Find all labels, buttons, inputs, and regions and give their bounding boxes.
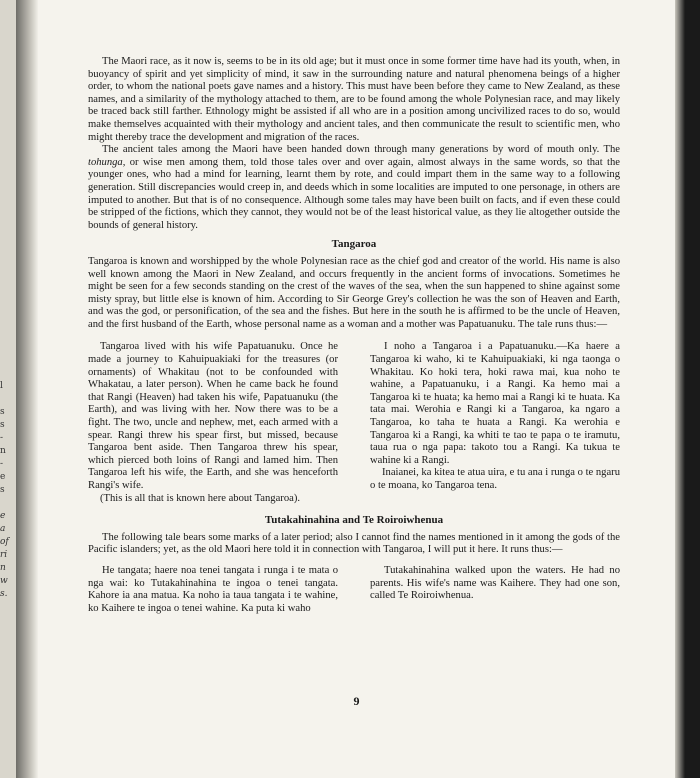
fragment: a (0, 524, 6, 534)
fragment: w (0, 576, 8, 586)
maori-column (370, 341, 620, 505)
maori-tale-2: He tangata; haere noa tenei tangata i runga i te mata o nga wai: ko Tutakahinahina te ingoa o tenei tangata. Kahore ia ana matua. Ka noho ia taua tangata i te wahine, ko Kaihere te ingoa o tenei wahine. Ka puta ki waho (88, 564, 338, 614)
section-heading-tutakahinahina: Tutakahinahina and Te Roiroiwhenua (264, 514, 444, 527)
page-number: 9 (353, 694, 360, 708)
facing-page-text-fragments (0, 380, 12, 601)
fragment: s (0, 485, 5, 495)
english-tale: Tangaroa lived with his wife Papatuanuku. Once he made a journey to Kahuipuakiaki for the treasures (or ornaments) of Whakitau (not to be confounded with Whakatau, a later person). When he came back he found that Rangi (Heaven) had taken his wife, Papatuanuku (the Earth), and was living with her. Now there was to be a fight. The two, uncle and nephew, met, each armed with a spear. Rangi threw his spear first, but missed, because Tangaroa bent aside. Then Tangaroa threw his spear, which pierced both loins of Rangi and lamed him. Then Tangaroa left his wife, the Earth, and she was henceforth Rangi's wife. (88, 341, 338, 491)
fragment: l (0, 381, 3, 391)
fragment: s. (0, 589, 8, 599)
tangaroa-two-column (88, 341, 620, 505)
fragment: e (0, 511, 6, 521)
tohunga-term: tohunga, (88, 156, 126, 168)
tutakahinahina-paragraph: The following tale bears some marks of a later period; also I cannot find the names mentioned in it among the gods of the Pacific islanders; yet, as the old Maori here told it in connection with Tangaroa, I will put it here. It runs thus:— (88, 531, 620, 556)
tangaroa-paragraph: Tangaroa is known and worshipped by the whole Polynesian race as the chief god and creator of the world. His name is also well known among the Maori in New Zealand, and occurs frequently in the ancient forms of invocations. Sometimes he might be seen for a few seconds standing on the crest of the waves of the sea, when the sun happened to shine against some misty spray, but little else is known of him. According to Sir George Grey's collection he was the son of Heaven and Earth, and was the god, or personification, of the sea and the fishes. But here in the south he is affirmed to be the uncle of Heaven, and the first husband of the Earth, whose personal name as a woman and a mother was Papatuanuku. The tale runs thus:— (88, 255, 620, 330)
fragment: ri (0, 550, 8, 560)
intro-paragraph-1: The Maori race, as it now is, seems to be in its old age; but it must once in some former time have had its youth, when, in buoyancy of spirit and yet simplicity of mind, it saw in the surrounding nature and natural phenomena beings of a higher order, to whom the national poets gave names and a history. This must have been before they came to New Zealand, as these names, and a similarity of the mythology attached to them, are to be found among the whole Polynesian race, and may likely be traced back still farther. Ethnology might be assisted if all who are in a position among uncivilized races to do so, would make themselves acquainted with their mythology and ancient tales, and then communicate the result to scientific men, who might thereby trace the development and migration of the races. (88, 56, 620, 143)
intro-paragraph-2 (88, 144, 620, 232)
english-tale-2: Tutakahinahina walked upon the waters. He had no parents. His wife's name was Kaihere. They had one son, called Te Roiroiwhenua. (370, 564, 620, 602)
fragment: s (0, 420, 5, 430)
fragment (0, 497, 12, 510)
maori-column-2 (88, 565, 338, 615)
fragment: - (0, 459, 4, 469)
fragment: e (0, 472, 6, 482)
maori-note: Inaianei, ka kitea te atua uira, e tu ana i runga o te ngaru o te moana, ko Tangaroa tena. (370, 467, 620, 491)
book-page (38, 0, 675, 778)
fragment: n (0, 563, 6, 573)
page-text (88, 56, 620, 615)
english-note: (This is all that is known here about Tangaroa). (100, 492, 300, 504)
intro-paragraph-2-rest: or wise men among them, told those tales over and over again, almost always in the same words, so that the younger ones, who had a mind for learning, learnt them by rote, and could impart them in the same way to a following generation. Still discrepancies would creep in, and deeds which in some localities are imputed to one personage, in others are imputed to another. But that is of no consequence. Although some tales may have been built on facts, and if even these could be stripped of the fictions, which they cannot, they would not be of the least historical value, as they lie altogether outside the bounds of general history. (88, 156, 620, 231)
fragment: n (0, 446, 6, 456)
tutakahinahina-two-column (88, 565, 620, 615)
section-heading-tangaroa: Tangaroa (331, 238, 377, 251)
english-column-2 (370, 565, 620, 615)
book-gutter-shadow (16, 0, 38, 778)
english-column (88, 341, 338, 505)
fragment: s (0, 407, 5, 417)
fragment: - (0, 433, 4, 443)
maori-tale: I noho a Tangaroa i a Papatuanuku.—Ka haere a Tangaroa ki waho, ki te Kahuipuakiaki, ki nga taonga o Whakitau. Ko hoki tera, hoki rawa mai, kua noho te wahine, a Papatuanuku, i a Rangi. Ka hemo mai a Tangaroa ki te huata; ka hemo mai a Rangi ki te huata. Ka tata mai. Werohia e Rangi ki a Tangaroa, ka ngaro a Tangaroa, ko taha te huata a Rangi. Ka werohia e Tangaroa ki a Rangi, ka whiti te tao te papa o te iramutu, taua rua o nga papa: takoto tou a Rangi. Ka tukua te wahine ki a Rangi. (370, 341, 620, 466)
page-edge-shadow (675, 0, 700, 778)
fragment (0, 393, 12, 406)
intro-paragraph-2-start: The ancient tales among the Maori have been handed down through many generations by word of mouth only. The (102, 144, 620, 156)
fragment: of (0, 537, 9, 547)
